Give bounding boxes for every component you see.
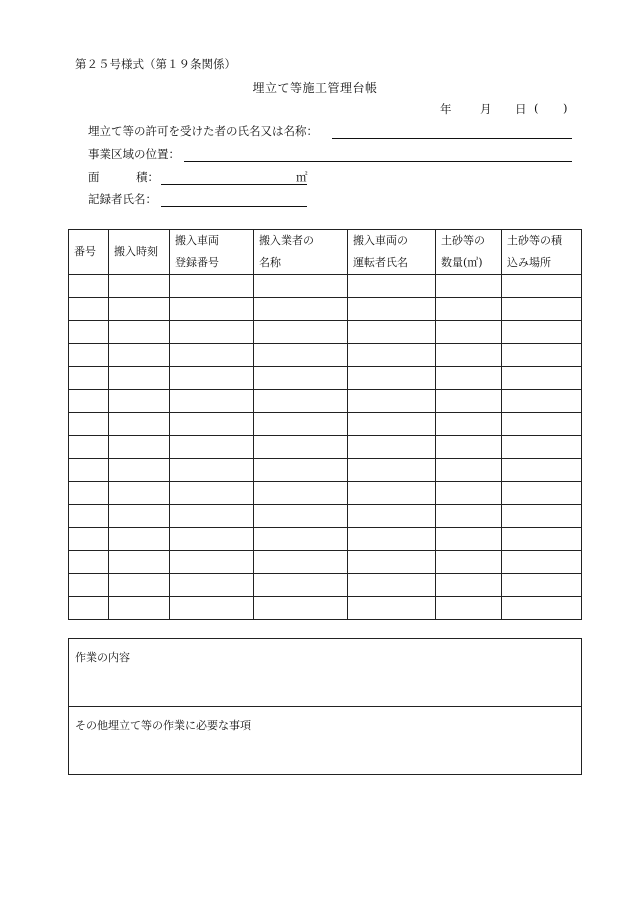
table-cell[interactable] <box>69 551 109 574</box>
table-cell[interactable] <box>436 597 502 620</box>
other-items-label: その他埋立て等の作業に必要な事項 <box>75 719 251 732</box>
table-cell[interactable] <box>109 551 170 574</box>
area-label-2: 積： <box>136 170 159 184</box>
permit-holder-label: 埋立て等の許可を受けた者の氏名又は名称： <box>88 124 318 138</box>
table-cell[interactable] <box>170 436 254 459</box>
table-cell[interactable] <box>254 344 348 367</box>
year-label: 年 <box>440 102 452 116</box>
table-row <box>69 597 582 620</box>
weekday-close: ) <box>563 101 568 115</box>
table-cell[interactable] <box>436 436 502 459</box>
table-cell[interactable] <box>502 275 582 298</box>
table-row <box>69 321 582 344</box>
table-cell[interactable] <box>436 367 502 390</box>
location-field[interactable] <box>88 146 572 164</box>
table-cell[interactable] <box>170 459 254 482</box>
col-header-arrival-time: 搬入時刻 <box>109 230 170 275</box>
table-cell[interactable] <box>170 551 254 574</box>
col-header-driver-name: 搬入車両の 運転者氏名 <box>348 230 436 275</box>
table-cell[interactable] <box>170 574 254 597</box>
table-cell[interactable] <box>348 321 436 344</box>
table-cell[interactable] <box>254 413 348 436</box>
table-row <box>69 344 582 367</box>
table-cell[interactable] <box>170 505 254 528</box>
permit-holder-field[interactable] <box>88 123 572 141</box>
table-cell[interactable] <box>69 436 109 459</box>
table-cell[interactable] <box>170 482 254 505</box>
table-cell[interactable] <box>109 321 170 344</box>
table-cell[interactable] <box>69 413 109 436</box>
table-cell[interactable] <box>348 413 436 436</box>
table-cell[interactable] <box>254 390 348 413</box>
table-row <box>69 390 582 413</box>
table-cell[interactable] <box>109 275 170 298</box>
table-cell[interactable] <box>69 298 109 321</box>
table-cell[interactable] <box>502 482 582 505</box>
table-cell[interactable] <box>69 344 109 367</box>
area-unit: ㎡ <box>296 170 308 184</box>
table-cell[interactable] <box>436 321 502 344</box>
table-cell[interactable] <box>254 459 348 482</box>
table-cell[interactable] <box>69 597 109 620</box>
table-row <box>69 528 582 551</box>
table-cell[interactable] <box>348 528 436 551</box>
col-header-loading-place: 土砂等の積 込み場所 <box>502 230 582 275</box>
work-content-label: 作業の内容 <box>75 651 130 664</box>
table-cell[interactable] <box>436 551 502 574</box>
table-cell[interactable] <box>502 344 582 367</box>
col-header-carrier-name: 搬入業者の 名称 <box>254 230 348 275</box>
table-cell[interactable] <box>348 574 436 597</box>
table-row <box>69 459 582 482</box>
table-cell[interactable] <box>436 344 502 367</box>
table-cell[interactable] <box>109 367 170 390</box>
document-title: 埋立て等施工管理台帳 <box>252 81 378 95</box>
table-row <box>69 551 582 574</box>
table-cell[interactable] <box>436 574 502 597</box>
area-line[interactable] <box>161 184 307 185</box>
table-row <box>69 275 582 298</box>
table-cell[interactable] <box>348 298 436 321</box>
table-cell[interactable] <box>502 413 582 436</box>
table-header-row <box>69 230 582 275</box>
location-label: 事業区域の位置： <box>88 147 180 161</box>
table-cell[interactable] <box>254 528 348 551</box>
area-field[interactable] <box>88 169 318 187</box>
recorder-label: 記録者氏名： <box>88 192 157 206</box>
table-cell[interactable] <box>254 321 348 344</box>
table-cell[interactable] <box>170 298 254 321</box>
table-cell[interactable] <box>348 344 436 367</box>
table-row <box>69 413 582 436</box>
location-line[interactable] <box>184 161 572 162</box>
table-cell[interactable] <box>109 597 170 620</box>
day-label: 日 <box>515 102 527 116</box>
table-cell[interactable] <box>436 298 502 321</box>
area-label-1: 面 <box>88 170 100 184</box>
permit-holder-line[interactable] <box>332 138 572 139</box>
table-cell[interactable] <box>254 482 348 505</box>
table-cell[interactable] <box>170 321 254 344</box>
table-cell[interactable] <box>69 505 109 528</box>
table-cell[interactable] <box>109 574 170 597</box>
table-cell[interactable] <box>348 551 436 574</box>
table-cell[interactable] <box>348 505 436 528</box>
table-cell[interactable] <box>254 551 348 574</box>
table-cell[interactable] <box>109 482 170 505</box>
table-cell[interactable] <box>502 321 582 344</box>
table-cell[interactable] <box>69 528 109 551</box>
table-cell[interactable] <box>109 505 170 528</box>
recorder-line[interactable] <box>161 206 307 207</box>
table-cell[interactable] <box>254 367 348 390</box>
table-cell[interactable] <box>254 275 348 298</box>
table-cell[interactable] <box>109 298 170 321</box>
table-cell[interactable] <box>69 321 109 344</box>
table-cell[interactable] <box>436 413 502 436</box>
table-cell[interactable] <box>348 436 436 459</box>
table-cell[interactable] <box>170 413 254 436</box>
table-cell[interactable] <box>502 551 582 574</box>
table-cell[interactable] <box>436 528 502 551</box>
table-cell[interactable] <box>254 597 348 620</box>
table-cell[interactable] <box>348 390 436 413</box>
table-cell[interactable] <box>254 298 348 321</box>
col-header-number: 番号 <box>69 230 109 275</box>
table-cell[interactable] <box>502 367 582 390</box>
table-cell[interactable] <box>348 482 436 505</box>
table-row <box>69 298 582 321</box>
table-row <box>69 367 582 390</box>
table-cell[interactable] <box>502 528 582 551</box>
table-cell[interactable] <box>170 344 254 367</box>
table-cell[interactable] <box>436 505 502 528</box>
table-cell[interactable] <box>109 390 170 413</box>
table-cell[interactable] <box>348 275 436 298</box>
table-cell[interactable] <box>254 574 348 597</box>
weekday-open: ( <box>534 101 539 115</box>
recorder-field[interactable] <box>88 191 318 209</box>
other-items-section[interactable] <box>69 706 581 774</box>
table-cell[interactable] <box>502 505 582 528</box>
table-cell[interactable] <box>170 597 254 620</box>
table-cell[interactable] <box>69 482 109 505</box>
table-cell[interactable] <box>69 459 109 482</box>
table-cell[interactable] <box>69 390 109 413</box>
management-ledger-table <box>68 229 582 620</box>
table-cell[interactable] <box>436 275 502 298</box>
form-number: 第２５号様式（第１９条関係） <box>75 57 236 71</box>
table-cell[interactable] <box>502 390 582 413</box>
table-cell[interactable] <box>502 298 582 321</box>
table-cell[interactable] <box>170 367 254 390</box>
notes-box <box>68 638 582 775</box>
table-cell[interactable] <box>109 413 170 436</box>
table-cell[interactable] <box>109 459 170 482</box>
table-cell[interactable] <box>436 459 502 482</box>
table-cell[interactable] <box>109 344 170 367</box>
table-row <box>69 574 582 597</box>
table-cell[interactable] <box>502 459 582 482</box>
table-cell[interactable] <box>348 597 436 620</box>
table-cell[interactable] <box>502 597 582 620</box>
table-cell[interactable] <box>436 390 502 413</box>
table-cell[interactable] <box>254 436 348 459</box>
table-cell[interactable] <box>69 275 109 298</box>
table-cell[interactable] <box>436 482 502 505</box>
table-row <box>69 505 582 528</box>
table-cell[interactable] <box>69 574 109 597</box>
col-header-soil-quantity: 土砂等の 数量(㎥) <box>436 230 502 275</box>
table-row <box>69 436 582 459</box>
table-cell[interactable] <box>170 528 254 551</box>
table-cell[interactable] <box>109 436 170 459</box>
table-cell[interactable] <box>109 528 170 551</box>
table-cell[interactable] <box>69 367 109 390</box>
col-header-vehicle-registration: 搬入車両 登録番号 <box>170 230 254 275</box>
table-cell[interactable] <box>254 505 348 528</box>
table-cell[interactable] <box>348 459 436 482</box>
month-label: 月 <box>480 102 492 116</box>
table-cell[interactable] <box>170 275 254 298</box>
table-cell[interactable] <box>170 390 254 413</box>
table-cell[interactable] <box>348 367 436 390</box>
table-cell[interactable] <box>502 574 582 597</box>
table-row <box>69 482 582 505</box>
work-content-section[interactable] <box>69 639 581 706</box>
table-cell[interactable] <box>502 436 582 459</box>
